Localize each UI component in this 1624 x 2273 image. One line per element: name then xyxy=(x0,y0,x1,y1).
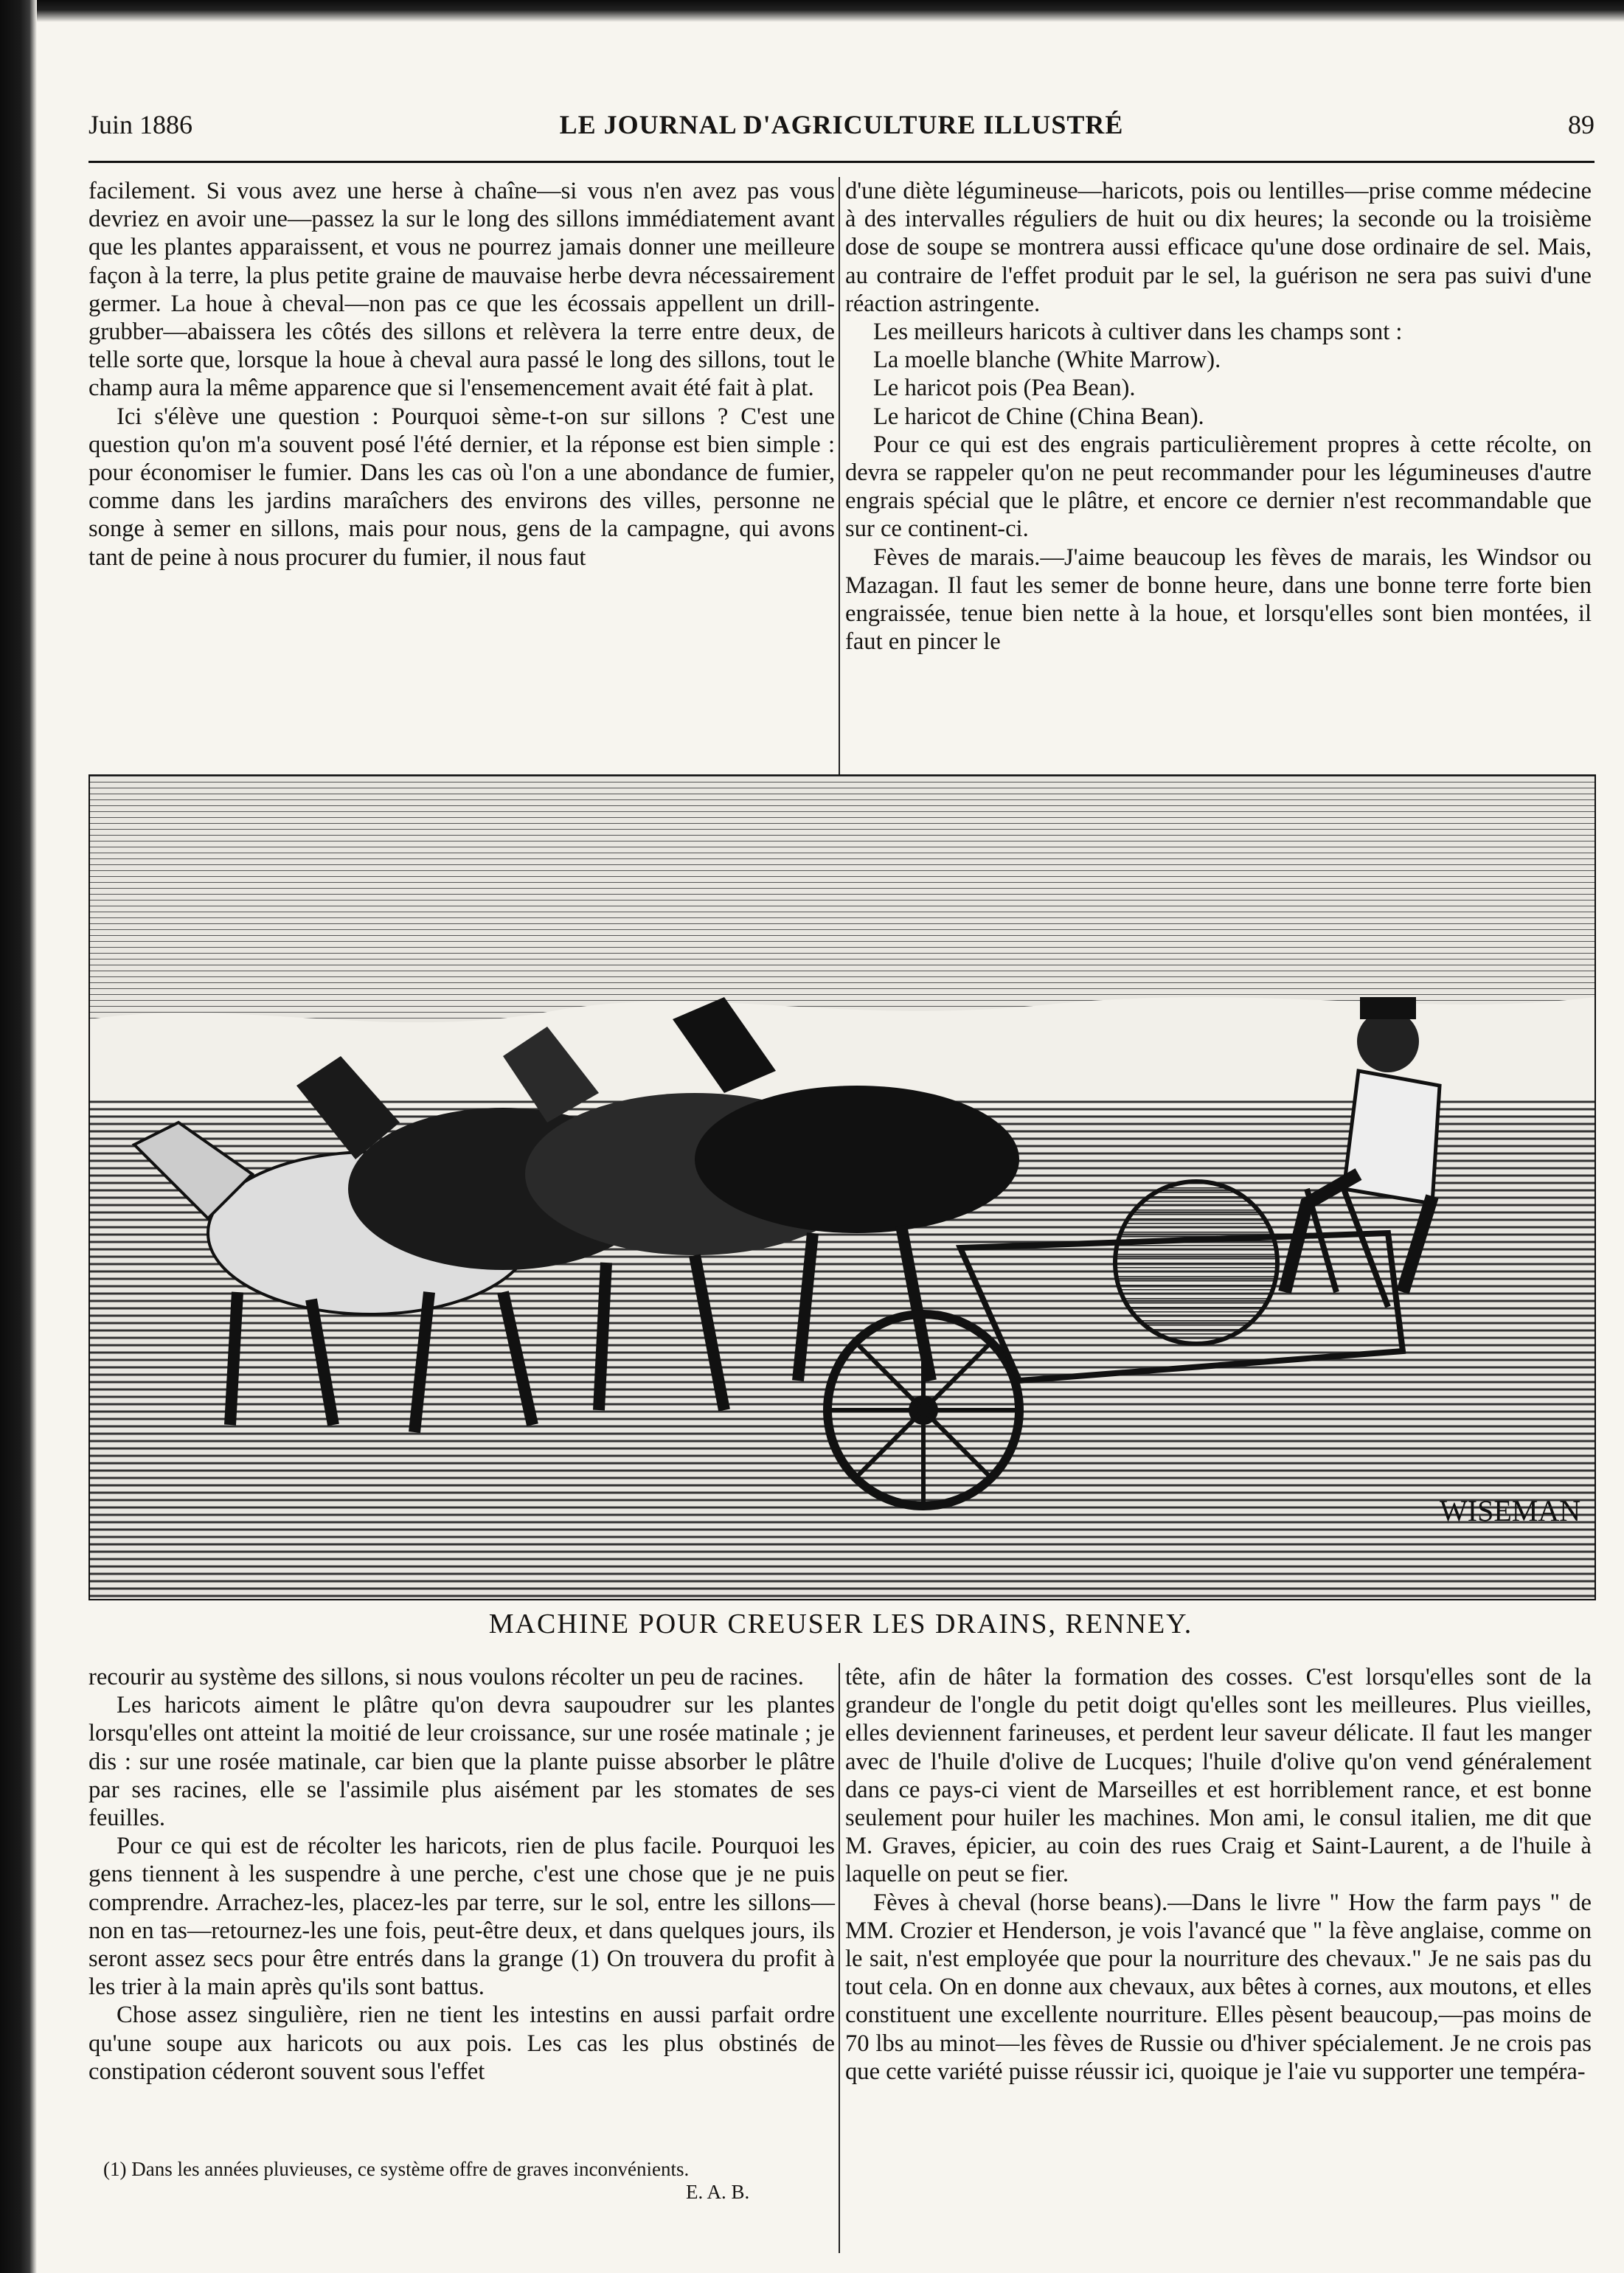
figure-caption: MACHINE POUR CREUSER LES DRAINS, RENNEY. xyxy=(488,1609,1193,1639)
footnote-signature: E. A. B. xyxy=(686,2181,750,2203)
running-head xyxy=(89,109,1594,146)
engraving-illustration xyxy=(89,774,1596,1600)
column-divider xyxy=(839,177,840,774)
column-divider xyxy=(839,1663,840,2253)
drain-machine-engraving xyxy=(90,776,1594,1599)
paragraph: Fèves de marais.—J'aime beaucoup les fèves de marais, les Windsor ou Mazagan. Il faut les semer de bonne heure, dans une bonne terre forte bien engraissée, tenue bien nette à la houe, et lorsqu'elles sont bien montées, il faut en pincer le xyxy=(845,544,1592,656)
paragraph: Chose assez singulière, rien ne tient les intestins en aussi parfait ordre qu'une soupe aux haricots ou aux pois. Les cas les plus obstinés de constipation céderont souvent sous l'effet xyxy=(89,2002,835,2085)
paragraph: recourir au système des sillons, si nous voulons récolter un peu de racines. xyxy=(89,1664,804,1690)
scan-binding-shadow xyxy=(0,0,37,2273)
header-rule xyxy=(89,161,1594,163)
page-number: 89 xyxy=(1568,110,1594,139)
list-item: Le haricot de Chine (China Bean). xyxy=(873,403,1204,430)
column-top-right xyxy=(845,177,1592,767)
paragraph: Pour ce qui est de récolter les haricots, rien de plus facile. Pourquoi les gens tiennent à les suspendre à une perche, c'est une chose que je ne puis comprendre. Arrachez-les, placez-les par terre, sur le sol, entre les sillons—non en tas—retournez-les une fois, peut-être deux, et dans quelques jours, ils seront assez secs pour être entrés dans la grange (1) On trouvera du profit à les trier à la main après qu'ils sont battus. xyxy=(89,1833,835,2001)
paragraph: Ici s'élève une question : Pourquoi sème-t-on sur sillons ? C'est une question qu'on m'a souvent posé l'été dernier, et la réponse est bien simple : pour économiser le fumier. Dans les cas où l'on a une abondance de fumier, comme dans les jardins maraîchers des environs des villes, personne ne songe à semer en sillons, mais pour nous, gens de la campagne, qui avons tant de peine à nous procurer du fumier, il nous faut xyxy=(89,403,835,571)
paragraph: Les haricots aiment le plâtre qu'on devra saupoudrer sur les plantes lorsqu'elles ont atteint la moitié de leur croissance, sur une rosée matinale ; je dis : sur une rosée matinale, car bien que la plante puisse absorber le plâtre par ses racines, elle se l'assimile plus aisément par les stomates de ses feuilles. xyxy=(89,1692,835,1832)
paragraph: Fèves à cheval (horse beans).—Dans le livre " How the farm pays " de MM. Crozier et Henderson, je vois l'avancé que " la fève anglaise, comme on le sait, n'est employée que pour la nourriture des chevaux." Je ne sais pas du tout cela. On en donne aux chevaux, aux bêtes à cornes, aux moutons, et elles constituent une excellente nourriture. Elles pèsent beaucoup,—pas moins de 70 lbs au minot—les fèves de Russie ou d'hiver spécialement. Je ne crois pas que cette variété puisse réussir ici, quoique je l'aie vu supporter une tempéra- xyxy=(845,1889,1592,2085)
paragraph: tête, afin de hâter la formation des cosses. C'est lorsqu'elles sont de la grandeur de l'ongle du petit doigt qu'elles sont les meilleures. Plus vieilles, elles deviennent farineuses, et perdent leur saveur délicate. Il faut les manger avec de l'huile d'olive de Lucques; l'huile d'olive qu'on vend généralement dans ce pays-ci vient de Marseilles et est horriblement rance, et est bonne seulement pour huiler les machines. Mon ami, le consul italien, me dit que M. Graves, épicier, au coin des rues Craig et Saint-Laurent, a de l'huile à laquelle on peut se fier. xyxy=(845,1664,1592,1888)
list-item: Le haricot pois (Pea Bean). xyxy=(873,375,1136,402)
list-item: La moelle blanche (White Marrow). xyxy=(873,347,1221,374)
paragraph: Les meilleurs haricots à cultiver dans les champs sont : xyxy=(873,319,1403,346)
engraver-signature: WISEMAN xyxy=(1440,1494,1581,1527)
column-bottom-left xyxy=(89,1663,835,2150)
scan-top-shadow xyxy=(37,0,1624,22)
paragraph: Pour ce qui est des engrais particulièrement propres à cette récolte, on devra se rappeler qu'on ne peut recommander pour les légumineuses d'autre engrais spécial que le plâtre, et encore ce dernier n'est recommandable que sur ce continent-ci. xyxy=(845,431,1592,543)
column-top-left xyxy=(89,177,835,767)
paragraph: d'une diète légumineuse—haricots, pois ou lentilles—prise comme médecine à des intervalles réguliers de huit ou dix heures; la seconde ou la troisième dose de soupe se montrera aussi efficace qu'une dose ordinaire de sel. Mais, au contraire de l'effet produit par le sel, la guérison ne sera pas suivi d'une réaction astringente. xyxy=(845,178,1592,317)
journal-title: LE JOURNAL D'AGRICULTURE ILLUSTRÉ xyxy=(559,110,1124,139)
column-bottom-right xyxy=(845,1663,1592,2238)
paragraph: facilement. Si vous avez une herse à chaîne—si vous n'en avez pas vous devriez en avoir une—passez la sur le long des sillons immédiatement avant que les plantes apparaissent, et vous ne pourrez jamais donner une meilleure façon à la terre, la plus petite graine de mauvaise herbe devra nécessairement germer. La houe à cheval—non pas ce que les écossais appellent un drill-grubber—abaissera les côtés des sillons et relèvera la terre entre deux, de telle sorte que, lorsque la houe à cheval aura passé le long des sillons, tout le champ aura la même apparence que si l'ensemencement avait été fait à plat. xyxy=(89,178,835,402)
footnote: (1) Dans les années pluvieuses, ce système offre de graves inconvénients. xyxy=(103,2158,690,2180)
header-date: Juin 1886 xyxy=(89,110,193,139)
